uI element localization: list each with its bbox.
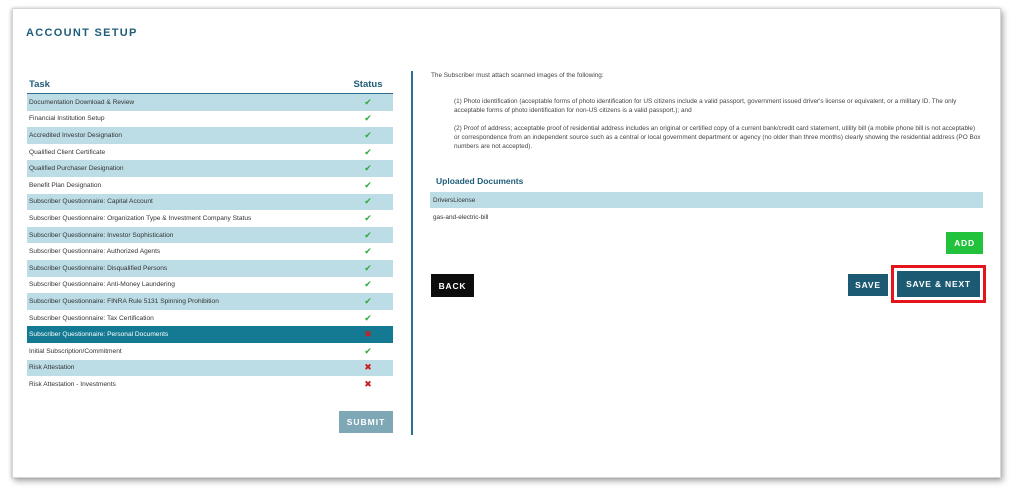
task-label: Initial Subscription/Commitment: [29, 347, 122, 355]
task-row[interactable]: [27, 210, 393, 227]
add-document-button[interactable]: ADD: [946, 232, 983, 254]
task-label: Subscriber Questionnaire: FINRA Rule 5131 Spinning Prohibition: [29, 297, 219, 305]
uploaded-documents-title: Uploaded Documents: [436, 176, 524, 186]
panel-divider: [411, 71, 413, 435]
page-title: ACCOUNT SETUP: [26, 27, 138, 39]
save-and-next-button[interactable]: SAVE & NEXT: [897, 271, 980, 297]
task-row[interactable]: [27, 243, 393, 260]
check-icon: ✔: [364, 229, 372, 240]
task-label: Risk Attestation: [29, 364, 75, 372]
uploaded-document-row[interactable]: DriversLicense: [430, 192, 983, 208]
task-label: Subscriber Questionnaire: Tax Certification: [29, 314, 154, 322]
check-icon: ✔: [364, 212, 372, 223]
task-row[interactable]: [27, 260, 393, 277]
task-label: Benefit Plan Designation: [29, 181, 102, 189]
task-row[interactable]: [27, 343, 393, 360]
cross-icon: ✖: [364, 329, 372, 340]
task-row[interactable]: [27, 144, 393, 161]
task-label: Qualified Purchaser Designation: [29, 165, 124, 173]
task-label: Documentation Download & Review: [29, 98, 135, 106]
task-label: Subscriber Questionnaire: Capital Account: [29, 198, 153, 206]
task-row[interactable]: [27, 376, 393, 393]
task-row[interactable]: [27, 194, 393, 211]
task-row[interactable]: [27, 127, 393, 144]
check-icon: ✔: [364, 196, 372, 207]
cross-icon: ✖: [364, 362, 372, 373]
task-label: Risk Attestation - Investments: [29, 380, 116, 388]
task-column-header: Task: [29, 78, 50, 90]
task-row[interactable]: [27, 177, 393, 194]
instructions-intro: The Subscriber must attach scanned images of the following:: [431, 72, 604, 79]
status-column-header: Status: [353, 78, 383, 90]
task-table-header: [27, 75, 393, 94]
check-icon: ✔: [364, 279, 372, 290]
task-row[interactable]: [27, 227, 393, 244]
check-icon: ✔: [364, 295, 372, 306]
task-label: Subscriber Questionnaire: Investor Sophistication: [29, 231, 174, 239]
check-icon: ✔: [364, 246, 372, 257]
task-row[interactable]: [27, 360, 393, 377]
task-row[interactable]: [27, 160, 393, 177]
task-label: Subscriber Questionnaire: Personal Documents: [29, 331, 169, 339]
task-label: Financial Institution Setup: [29, 115, 105, 123]
save-button[interactable]: SAVE: [848, 274, 888, 296]
task-label: Subscriber Questionnaire: Authorized Agents: [29, 248, 161, 256]
check-icon: ✔: [364, 96, 372, 107]
uploaded-document-row[interactable]: gas-and-electric-bill: [433, 213, 489, 221]
task-label: Subscriber Questionnaire: Anti-Money Laundering: [29, 281, 175, 289]
back-button[interactable]: BACK: [431, 274, 474, 297]
task-row[interactable]: [27, 310, 393, 327]
check-icon: ✔: [364, 146, 372, 157]
task-label: Subscriber Questionnaire: Organization Type & Investment Company Status: [29, 214, 252, 222]
task-table: [27, 75, 393, 393]
requirement-proof-of-address: (2) Proof of address; acceptable proof of residential address includes an original or certified copy of a current bank/credit card statement, utility bill (a mobile phone bill is not acceptable) or correspondence from an independent source such as a central or local government department or agency (no older than three months) clearly showing the residential address (PO Box numbers are not accepted).: [454, 125, 981, 150]
submit-button[interactable]: SUBMIT: [339, 411, 393, 433]
task-rows: [27, 94, 393, 393]
task-row[interactable]: [27, 94, 393, 111]
check-icon: ✔: [364, 179, 372, 190]
account-setup-window: [12, 8, 1001, 478]
check-icon: ✔: [364, 129, 372, 140]
task-label: Subscriber Questionnaire: Disqualified Persons: [29, 264, 168, 272]
task-row[interactable]: [27, 326, 393, 343]
task-label: Qualified Client Certificate: [29, 148, 106, 156]
check-icon: ✔: [364, 262, 372, 273]
task-label: Accredited Investor Designation: [29, 131, 123, 139]
check-icon: ✔: [364, 113, 372, 124]
task-row[interactable]: [27, 277, 393, 294]
task-row[interactable]: [27, 111, 393, 128]
check-icon: ✔: [364, 163, 372, 174]
cross-icon: ✖: [364, 378, 372, 389]
check-icon: ✔: [364, 345, 372, 356]
check-icon: ✔: [364, 312, 372, 323]
task-row[interactable]: [27, 293, 393, 310]
requirement-photo-id: (1) Photo identification (acceptable forms of photo identification for US citizens include a valid passport, government issued driver's license or equivalent, or a military ID. The only acceptable forms of photo identification for non-US citizens is a valid passport.); and: [454, 98, 957, 114]
